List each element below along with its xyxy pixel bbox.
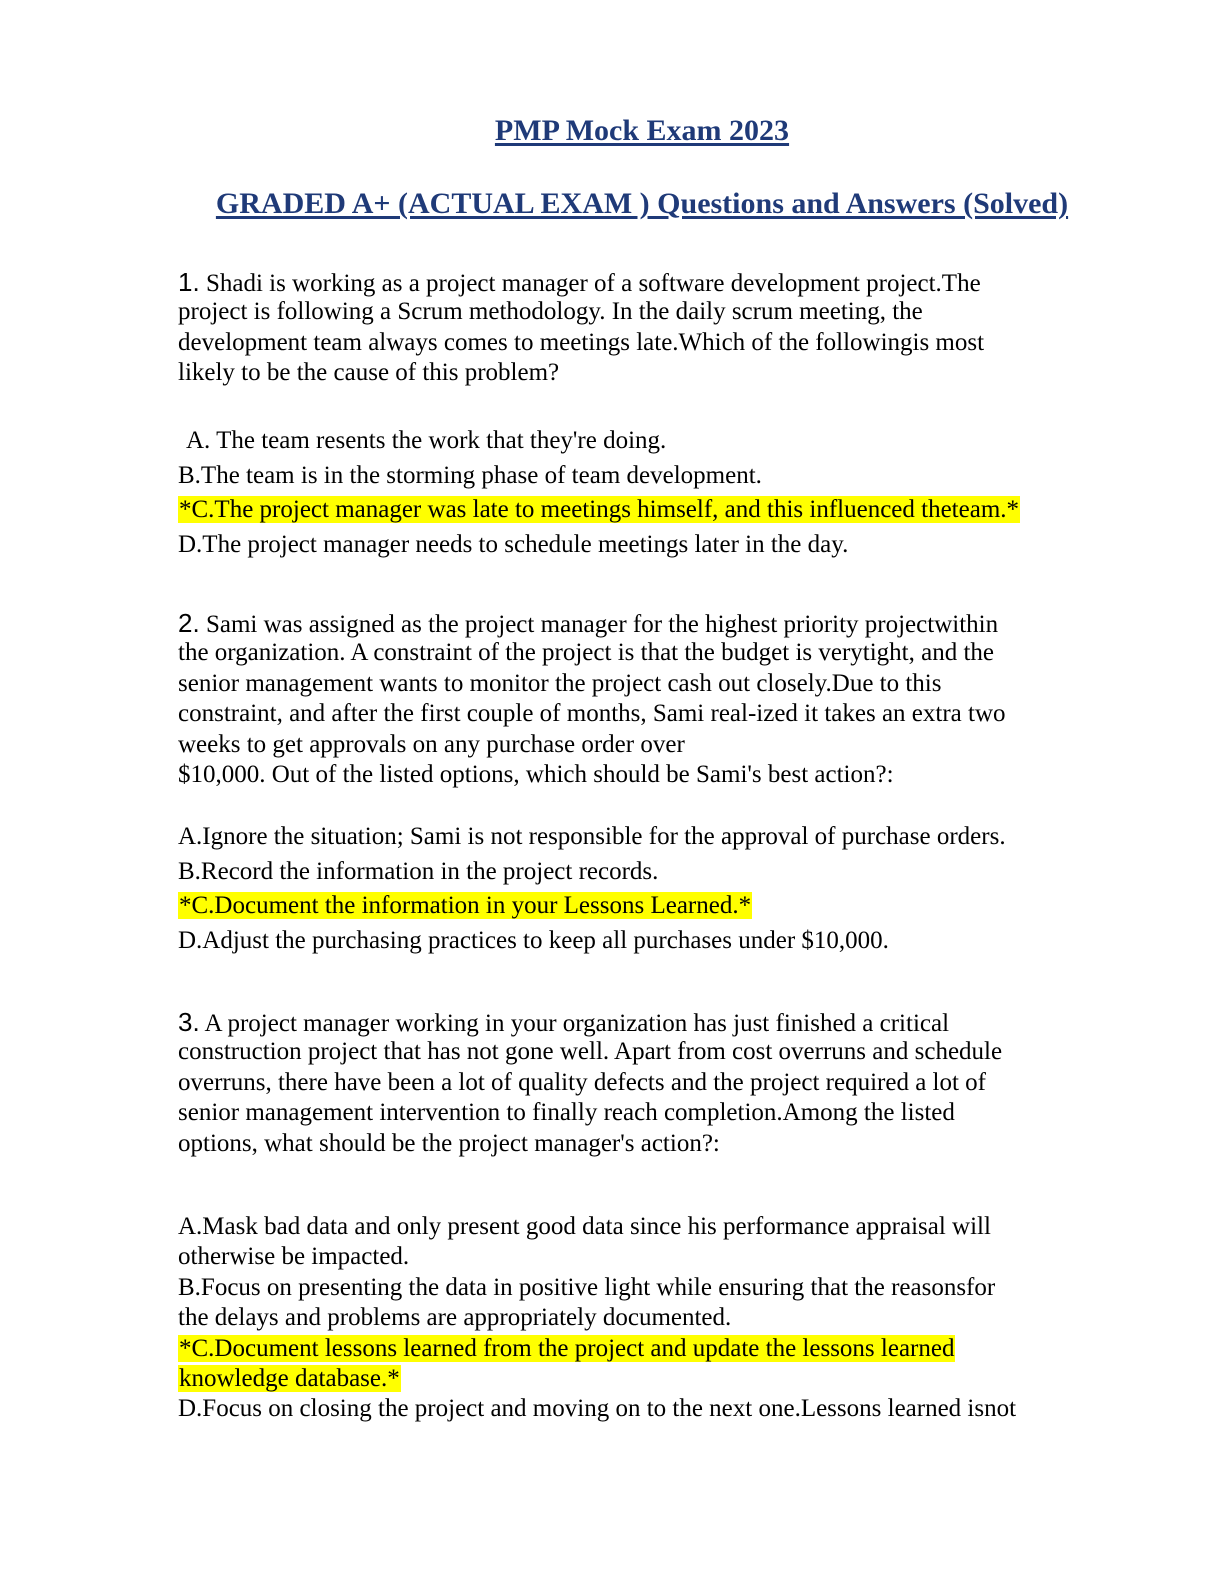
answer-option-d: D.Focus on closing the project and moving on to the next one.Lessons learned isnot xyxy=(178,1395,1017,1423)
answer-options-2 xyxy=(178,820,1138,958)
question-text-line: likely to be the cause of this problem? xyxy=(178,359,560,387)
question-text-line: 1. Shadi is working as a project manager of a software development project.The xyxy=(178,267,981,297)
answer-option-b-cont: the delays and problems are appropriately documented. xyxy=(178,1304,732,1332)
question-text-line: development team always comes to meetings late.Which of the followingis most xyxy=(178,328,985,356)
answer-option-c-correct-cont xyxy=(178,1364,1138,1394)
answer-option-b: B.Focus on presenting the data in positive light while ensuring that the reasonsfor xyxy=(178,1273,996,1301)
question-text-line: 2. Sami was assigned as the project manager for the highest priority projectwithin xyxy=(178,608,999,638)
answer-option-b: B.Record the information in the project records. xyxy=(178,857,659,885)
answer-option-c-correct xyxy=(178,889,1138,924)
question-text-line: constraint, and after the first couple of months, Sami real-ized it takes an extra two xyxy=(178,700,1006,728)
answer-option-c-correct xyxy=(178,493,1138,528)
question-number: 2. xyxy=(178,608,200,638)
correct-answer-highlight: *C.Document lessons learned from the project and update the lessons learned xyxy=(179,1334,955,1362)
page-subtitle: GRADED A+ (ACTUAL EXAM ) Questions and Answers (Solved) xyxy=(215,187,1069,220)
question-3 xyxy=(178,1007,1138,1159)
question-number: 1. xyxy=(178,267,200,297)
answer-option-a-cont: otherwise be impacted. xyxy=(178,1243,410,1271)
question-1 xyxy=(178,267,1138,389)
question-text-line: 3. A project manager working in your organization has just finished a critical xyxy=(178,1007,950,1037)
question-text-line: project is following a Scrum methodology. In the daily scrum meeting, the xyxy=(178,298,923,326)
answer-option-b: B.The team is in the storming phase of team development. xyxy=(178,461,762,489)
question-2 xyxy=(178,608,1138,790)
answer-option-d: D.The project manager needs to schedule meetings later in the day. xyxy=(178,530,849,558)
answer-option-a: A.Ignore the situation; Sami is not responsible for the approval of purchase orders. xyxy=(178,823,1006,850)
correct-answer-highlight: *C.Document the information in your Lessons Learned.* xyxy=(179,892,752,919)
correct-answer-highlight: knowledge database.* xyxy=(179,1364,400,1392)
question-text-line: construction project that has not gone well. Apart from cost overruns and schedule xyxy=(178,1038,1003,1066)
question-text-line: senior management intervention to finally reach completion.Among the listed xyxy=(178,1099,955,1127)
question-text-line: options, what should be the project manager's action?: xyxy=(178,1129,720,1157)
answer-option-d: D.Adjust the purchasing practices to keep all purchases under $10,000. xyxy=(178,926,889,954)
answer-options-1 xyxy=(178,424,1138,562)
answer-option-a: A. The team resents the work that they're doing. xyxy=(186,427,667,454)
answer-options-3 xyxy=(178,1212,1138,1425)
answer-option-c-correct xyxy=(178,1334,1138,1364)
question-number: 3. xyxy=(178,1007,200,1037)
question-text-line: weeks to get approvals on any purchase order over xyxy=(178,730,685,758)
question-text-line: the organization. A constraint of the project is that the budget is verytight, and the xyxy=(178,639,995,667)
question-text-line: overruns, there have been a lot of quality defects and the project required a lot of xyxy=(178,1068,987,1096)
answer-option-a: A.Mask bad data and only present good data since his performance appraisal will xyxy=(178,1213,991,1240)
correct-answer-highlight: *C.The project manager was late to meetings himself, and this influenced theteam.* xyxy=(179,496,1020,523)
question-text-line: senior management wants to monitor the project cash out closely.Due to this xyxy=(178,669,942,697)
page-title: PMP Mock Exam 2023 xyxy=(494,114,790,147)
question-text-line: $10,000. Out of the listed options, which should be Sami's best action?: xyxy=(178,760,894,788)
